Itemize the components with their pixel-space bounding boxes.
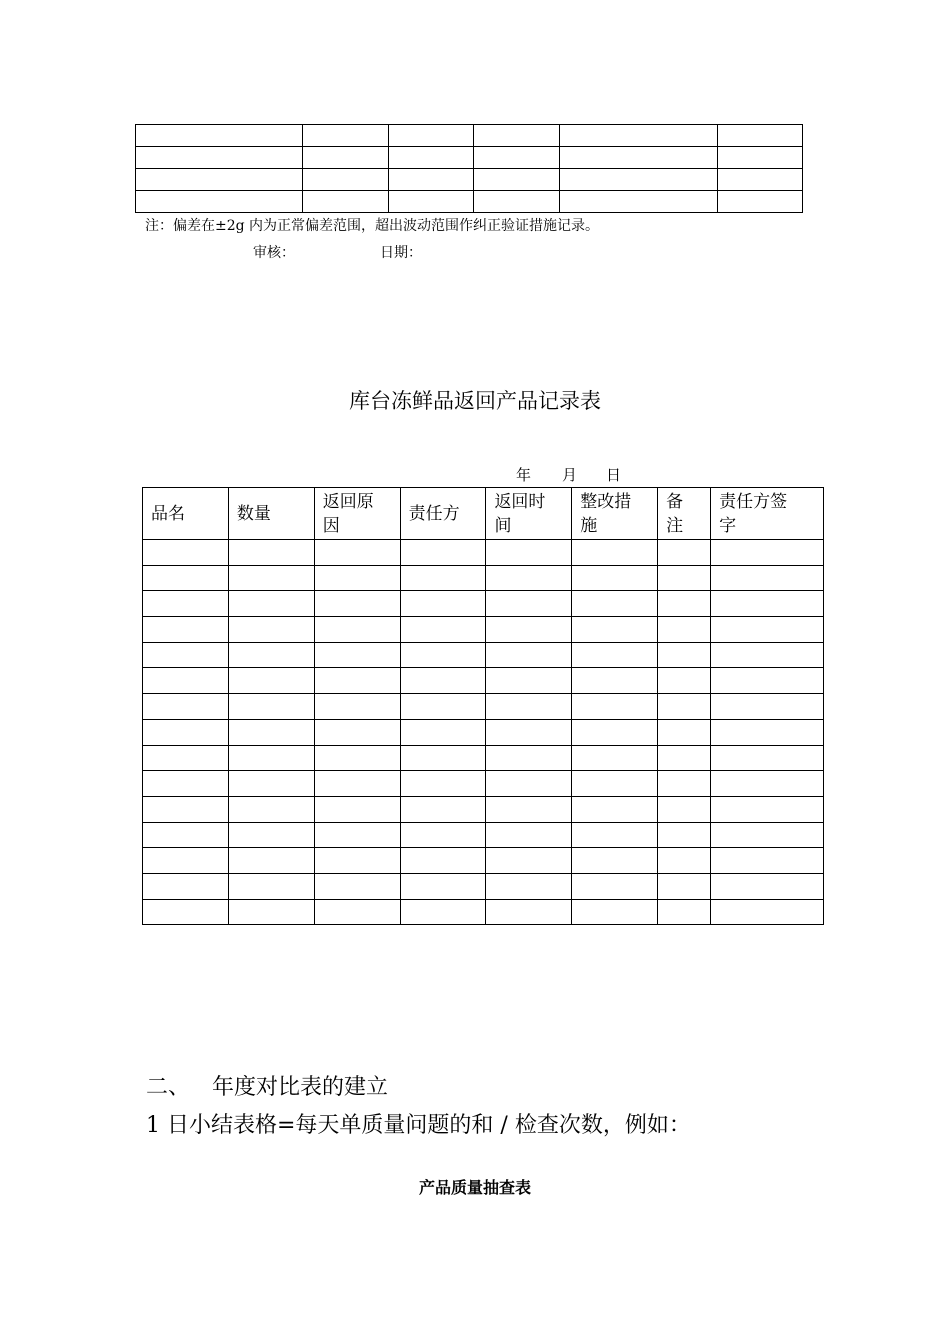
table-cell xyxy=(143,796,229,822)
table-cell xyxy=(486,848,572,874)
table-cell xyxy=(486,822,572,848)
review-label: 审核： xyxy=(253,245,295,261)
table-cell xyxy=(388,191,474,213)
table-cell xyxy=(711,591,824,617)
table-cell xyxy=(314,617,400,643)
table-cell xyxy=(400,745,486,771)
table-cell xyxy=(314,899,400,925)
section-line-1: 1 日小结表格=每天单质量问题的和 / 检查次数，例如： xyxy=(146,1113,691,1138)
table-cell xyxy=(572,540,658,566)
table-cell xyxy=(388,169,474,191)
table-cell xyxy=(136,191,303,213)
date-month: 月 xyxy=(562,466,578,484)
date-day: 日 xyxy=(606,466,622,484)
table-cell xyxy=(658,719,711,745)
table-cell xyxy=(572,694,658,720)
table-cell xyxy=(572,565,658,591)
table-cell xyxy=(228,745,314,771)
table-cell xyxy=(400,565,486,591)
return-record-title: 库台冻鲜品返回产品记录表 xyxy=(349,389,601,413)
table-cell xyxy=(228,873,314,899)
table-cell xyxy=(314,642,400,668)
table-cell xyxy=(400,796,486,822)
table-cell xyxy=(658,873,711,899)
table-row xyxy=(143,899,824,925)
table-cell xyxy=(143,899,229,925)
table-cell xyxy=(572,719,658,745)
table-cell xyxy=(572,642,658,668)
table-cell xyxy=(474,125,560,147)
table-cell xyxy=(314,719,400,745)
table-cell xyxy=(314,540,400,566)
table-cell xyxy=(486,565,572,591)
header-responsible-signature: 责任方签 字 xyxy=(711,488,824,540)
table-cell xyxy=(572,771,658,797)
table-cell xyxy=(388,147,474,169)
table-cell xyxy=(302,125,388,147)
table-cell xyxy=(658,642,711,668)
table-cell xyxy=(400,617,486,643)
table-cell xyxy=(560,169,718,191)
table-cell xyxy=(228,617,314,643)
table-cell xyxy=(658,822,711,848)
table-cell xyxy=(400,694,486,720)
table-cell xyxy=(572,617,658,643)
table-row xyxy=(143,668,824,694)
header-responsible-party: 责任方 xyxy=(400,488,486,540)
table-cell xyxy=(400,668,486,694)
table-cell xyxy=(314,591,400,617)
table-cell xyxy=(400,719,486,745)
table-cell xyxy=(711,848,824,874)
table-cell xyxy=(314,848,400,874)
table-cell xyxy=(711,719,824,745)
table-cell xyxy=(228,899,314,925)
table-header-row xyxy=(143,488,824,540)
table-cell xyxy=(560,125,718,147)
header-return-reason: 返回原 因 xyxy=(314,488,400,540)
table-cell xyxy=(400,873,486,899)
date-year: 年 xyxy=(516,466,532,484)
table-cell xyxy=(658,771,711,797)
table-cell xyxy=(486,719,572,745)
table-cell xyxy=(711,694,824,720)
table-cell xyxy=(572,591,658,617)
table-cell xyxy=(572,822,658,848)
table-cell xyxy=(143,873,229,899)
header-corrective-action: 整改措 施 xyxy=(572,488,658,540)
table-cell xyxy=(711,540,824,566)
table-cell xyxy=(228,796,314,822)
table-row xyxy=(136,169,803,191)
table-cell xyxy=(486,745,572,771)
table-cell xyxy=(711,642,824,668)
table-cell xyxy=(143,771,229,797)
table-cell xyxy=(228,540,314,566)
quality-table-title: 产品质量抽查表 xyxy=(418,1178,531,1197)
table-cell xyxy=(486,899,572,925)
section-heading: 年度对比表的建立 xyxy=(212,1075,389,1100)
header-product-name: 品名 xyxy=(143,488,229,540)
table-row xyxy=(143,719,824,745)
section-number: 二、 xyxy=(146,1075,191,1100)
table-cell xyxy=(136,147,303,169)
table-cell xyxy=(658,540,711,566)
table-cell xyxy=(486,617,572,643)
table-cell xyxy=(486,668,572,694)
table-row xyxy=(136,191,803,213)
table-cell xyxy=(711,617,824,643)
table-cell xyxy=(658,899,711,925)
table-cell xyxy=(572,899,658,925)
table-row xyxy=(136,147,803,169)
table-cell xyxy=(711,745,824,771)
table-cell xyxy=(711,873,824,899)
table-cell xyxy=(560,147,718,169)
table-cell xyxy=(136,169,303,191)
table-row xyxy=(143,565,824,591)
table-row xyxy=(143,617,824,643)
table-cell xyxy=(400,899,486,925)
table-cell xyxy=(228,719,314,745)
table-cell xyxy=(718,125,803,147)
table-cell xyxy=(572,848,658,874)
table-cell xyxy=(572,745,658,771)
table-cell xyxy=(486,694,572,720)
deviation-note: 注：偏差在±2g 内为正常偏差范围，超出波动范围作纠正验证措施记录。 xyxy=(145,218,600,234)
table-cell xyxy=(711,668,824,694)
table-cell xyxy=(711,822,824,848)
table-cell xyxy=(314,668,400,694)
table-cell xyxy=(658,617,711,643)
header-remarks: 备 注 xyxy=(658,488,711,540)
table-cell xyxy=(718,147,803,169)
table-cell xyxy=(711,899,824,925)
table-cell xyxy=(718,169,803,191)
table-cell xyxy=(136,125,303,147)
table-cell xyxy=(143,694,229,720)
table-cell xyxy=(228,668,314,694)
table-cell xyxy=(388,125,474,147)
table-cell xyxy=(302,191,388,213)
table-cell xyxy=(143,540,229,566)
table-row xyxy=(136,125,803,147)
table-cell xyxy=(314,565,400,591)
table-cell xyxy=(486,873,572,899)
table-cell xyxy=(400,540,486,566)
table-cell xyxy=(474,191,560,213)
table-cell xyxy=(474,169,560,191)
table-cell xyxy=(718,191,803,213)
table-cell xyxy=(658,745,711,771)
date-label: 日期： xyxy=(380,245,422,261)
table-cell xyxy=(228,565,314,591)
table-row xyxy=(143,540,824,566)
table-cell xyxy=(400,771,486,797)
table-cell xyxy=(314,796,400,822)
table-cell xyxy=(658,694,711,720)
table-row xyxy=(143,796,824,822)
table-cell xyxy=(400,848,486,874)
table-row xyxy=(143,848,824,874)
table-cell xyxy=(143,617,229,643)
table-row xyxy=(143,591,824,617)
table-cell xyxy=(143,719,229,745)
table-cell xyxy=(486,591,572,617)
table-cell xyxy=(143,565,229,591)
table-cell xyxy=(228,694,314,720)
table-cell xyxy=(228,642,314,668)
table-cell xyxy=(302,169,388,191)
table-cell xyxy=(314,771,400,797)
table-cell xyxy=(572,796,658,822)
table-cell xyxy=(143,591,229,617)
table-cell xyxy=(314,822,400,848)
table-cell xyxy=(228,822,314,848)
table-cell xyxy=(486,642,572,668)
table-cell xyxy=(302,147,388,169)
table-cell xyxy=(314,694,400,720)
table-cell xyxy=(572,668,658,694)
table-cell xyxy=(314,745,400,771)
table-cell xyxy=(658,565,711,591)
table-cell xyxy=(143,822,229,848)
table-cell xyxy=(143,745,229,771)
table-cell xyxy=(486,771,572,797)
table-cell xyxy=(486,540,572,566)
return-record-table xyxy=(142,487,824,925)
table-cell xyxy=(658,796,711,822)
table-cell xyxy=(400,591,486,617)
table-cell xyxy=(228,591,314,617)
top-partial-table xyxy=(135,124,803,213)
header-quantity: 数量 xyxy=(228,488,314,540)
table-cell xyxy=(143,848,229,874)
table-row xyxy=(143,694,824,720)
table-cell xyxy=(572,873,658,899)
table-cell xyxy=(711,771,824,797)
table-cell xyxy=(486,796,572,822)
table-row xyxy=(143,642,824,668)
table-cell xyxy=(143,642,229,668)
table-cell xyxy=(711,565,824,591)
table-cell xyxy=(560,191,718,213)
table-cell xyxy=(474,147,560,169)
table-row xyxy=(143,822,824,848)
table-row xyxy=(143,745,824,771)
table-cell xyxy=(228,771,314,797)
table-cell xyxy=(658,848,711,874)
table-cell xyxy=(400,642,486,668)
table-cell xyxy=(228,848,314,874)
table-row xyxy=(143,771,824,797)
table-cell xyxy=(143,668,229,694)
table-row xyxy=(143,873,824,899)
table-cell xyxy=(658,591,711,617)
table-cell xyxy=(314,873,400,899)
table-cell xyxy=(400,822,486,848)
table-cell xyxy=(711,796,824,822)
table-cell xyxy=(658,668,711,694)
header-return-time: 返回时 间 xyxy=(486,488,572,540)
